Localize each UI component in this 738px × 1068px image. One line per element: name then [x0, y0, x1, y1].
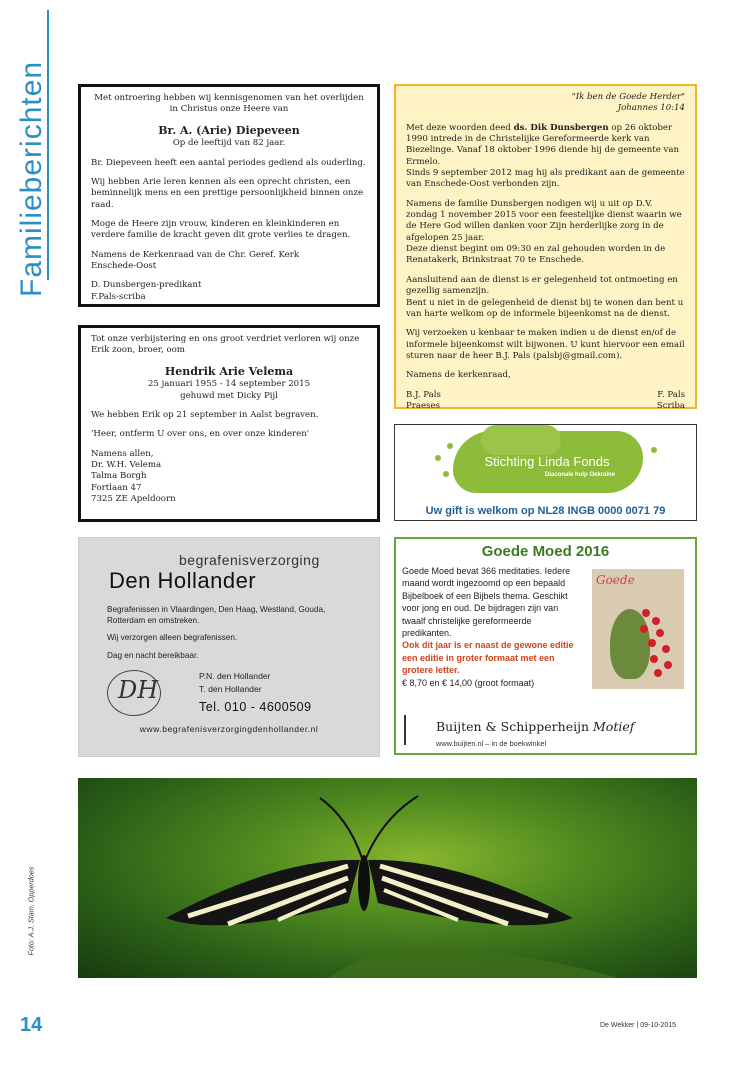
signature-left — [406, 390, 441, 413]
obituary-paragraph: Moge de Heere zijn vrouw, kinderen en kleinkinderen en verdere familie de kracht geven dit grote verlies te dragen. — [91, 218, 351, 241]
obituary-signature: Enschede-Oost — [91, 260, 157, 271]
linda-gift-line: Uw gift is welkom op NL28 INGB 0000 0071 79 — [425, 505, 666, 517]
ad-text: Dag en nacht bereikbaar. — [107, 651, 199, 660]
butterfly-photo — [78, 778, 697, 978]
ad-company-name: Den Hollander — [109, 568, 257, 593]
berry — [642, 609, 650, 617]
quote-reference: Johannes 10:14 — [617, 103, 685, 114]
ad-price: € 8,70 en € 14,00 (groot formaat) — [402, 677, 535, 688]
goede-moed-ad — [394, 537, 697, 755]
obituary-intro: Tot onze verbijstering en ons groot verdriet verloren wij onze Erik zoon, broer, oom — [91, 334, 360, 356]
butterfly-body — [358, 855, 370, 911]
publisher-logo-icon — [404, 715, 430, 745]
section-title-text: Familieberichten — [15, 60, 48, 297]
photo-credit — [24, 866, 36, 956]
logo-dot — [435, 455, 441, 461]
ad-kicker: begrafenisverzorging — [179, 552, 320, 568]
announcement-signatures — [406, 390, 685, 413]
obituary-signature: F.Pals-scriba — [91, 291, 146, 302]
signer-name: B.J. Pals — [406, 389, 441, 400]
obituary-paragraph: Wij hebben Arie leren kennen als een oprecht christen, een beminnelijk mens en een prettige persoonlijkheid binnen onze raad. — [91, 176, 364, 210]
book-cover — [592, 569, 684, 689]
obituary-signature: D. Dunsbergen-predikant — [91, 280, 202, 291]
ad-text: Begrafenissen in Vlaardingen, Den Haag, Westland, Gouda, Rotterdam en omstreken. — [107, 605, 326, 626]
ad-phone: Tel. 010 - 4600509 — [199, 700, 312, 714]
obituary-age: Op de leeftijd van 82 jaar. — [172, 138, 286, 149]
obituary-name: Hendrik Arie Velema — [164, 364, 294, 378]
berry — [648, 639, 656, 647]
berry — [654, 669, 662, 677]
announcement-paragraph: Aansluitend aan de dienst is er gelegenheid tot ontmoeting en gezellig samenzijn. — [406, 274, 678, 297]
linda-fonds-ad — [394, 424, 697, 521]
announcement-paragraph: Namens de kerkenraad, — [406, 370, 511, 381]
obituary-paragraph: Br. Diepeveen heeft een aantal periodes gediend als ouderling. — [91, 157, 366, 168]
obituary-dates: 25 januari 1955 - 14 september 2015 — [147, 379, 311, 390]
ad-body — [402, 565, 582, 689]
ad-title: Goede Moed 2016 — [481, 543, 610, 560]
logo-blob — [481, 425, 561, 455]
text-run: Met deze woorden deed — [406, 122, 514, 133]
ad-contacts — [199, 670, 271, 696]
obituary-intro: Met ontroering hebben wij kennisgenomen van het overlijden in Christus onze Heere van — [94, 93, 364, 115]
cover-title: Goede — [596, 573, 635, 587]
cover-leaf — [610, 609, 650, 679]
obituary-diepeveen — [78, 84, 380, 307]
announcement-paragraph: Namens de familie Dunsbergen nodigen wij u uit op D.V. zondag 1 november 2015 voor een feestelijke dienst waarin we de Here God willen danken voor Zijn herderlijke zorg in de afgelopen 25 jaar. — [406, 198, 682, 243]
antenna — [366, 796, 418, 858]
ad-description: Goede Moed bevat 366 meditaties. Iedere maand wordt ingezoomd op een bepaald Bijbelboek of een Bijbels thema. Geschikt voor jong en oud. De bijdragen zijn van twaalf christelijke gereformeerde predikanten. — [402, 566, 571, 639]
ad-text: Wij verzorgen alleen begrafenissen. — [107, 633, 238, 642]
obituary-signature: Fortlaan 47 — [91, 482, 142, 493]
logo-dot — [443, 471, 449, 477]
publisher-website: www.buijten.nl – in de boekwinkel — [436, 739, 547, 748]
dh-logo — [107, 670, 161, 716]
linda-title: Stichting Linda Fonds — [484, 454, 610, 469]
obituary-signature: Namens allen, — [91, 448, 154, 459]
signature-right — [657, 390, 685, 413]
obituary-signature: Dr. W.H. Velema — [91, 459, 162, 470]
obituary-signature: 7325 ZE Apeldoorn — [91, 493, 176, 504]
berry — [652, 617, 660, 625]
announcement-paragraph: Deze dienst begint om 09:30 en zal gehouden worden in de Renatakerk, Brinkstraat 70 te Enschede. — [406, 244, 666, 266]
ad-highlight: Ook dit jaar is er naast de gewone editie een editie in groter formaat met een grotere letter. — [402, 640, 574, 676]
linda-subtitle: Diaconale hulp Oekraïne — [544, 472, 616, 478]
obituary-signature: Namens de Kerkenraad van de Chr. Geref. Kerk — [91, 249, 300, 260]
announcement-paragraph: Wij verzoeken u kenbaar te maken indien u de dienst en/of de informele bijeenkomst wilt bijwonen. U kunt hiervoor een email sturen naar de heer B.J. Pals (palsbj@gmail.com). — [406, 328, 685, 361]
berry — [662, 645, 670, 653]
jubilee-announcement — [394, 84, 697, 409]
berry — [650, 655, 658, 663]
berry — [656, 629, 664, 637]
publisher-name — [436, 719, 634, 734]
publisher-main: Buijten & Schipperheijn — [436, 719, 590, 734]
announcement-paragraph — [406, 123, 685, 168]
logo-dot — [447, 443, 453, 449]
photo-credit-text: Foto: A.J. Stam, Opperdoes — [26, 866, 36, 956]
contact-name: T. den Hollander — [199, 683, 262, 694]
obituary-name: Br. A. (Arie) Diepeveen — [158, 123, 300, 137]
obituary-married: gehuwd met Dicky Pijl — [180, 390, 278, 401]
berry — [640, 625, 648, 633]
obituary-signature: Talma Borgh — [91, 471, 147, 482]
obituary-velema — [78, 325, 380, 522]
ad-website: www.begrafenisverzorgingdenhollander.nl — [139, 724, 319, 734]
leaf-shape — [328, 946, 618, 978]
logo-dot — [651, 447, 657, 453]
butterfly-illustration — [78, 778, 697, 978]
antenna — [320, 798, 362, 858]
obituary-paragraph: 'Heer, ontferm U over ons, en over onze kinderen' — [91, 429, 310, 440]
issue-info: De Wekker | 09-10-2015 — [600, 1022, 677, 1029]
page-number: 14 — [20, 1014, 43, 1036]
bible-quote — [406, 92, 685, 115]
logo-letters: DH — [118, 676, 159, 704]
minister-name: ds. Dik Dunsbergen — [513, 122, 609, 133]
contact-name: P.N. den Hollander — [199, 671, 271, 681]
signer-role: Praeses — [406, 400, 441, 411]
signer-name: F. Pals — [657, 389, 685, 400]
quote-text: "Ik ben de Goede Herder" — [571, 92, 685, 102]
signer-role: Scriba — [656, 400, 685, 411]
section-title — [12, 60, 52, 297]
publisher-imprint: Motief — [593, 719, 635, 734]
announcement-paragraph: Bent u niet in de gelegenheid de dienst bij te wonen dan bent u van harte welkom op de informele bijeenkomst na de dienst. — [406, 297, 684, 319]
announcement-paragraph: Sinds 9 september 2012 mag hij als predikant aan de gemeente van Enschede-Oost verbonden zijn. — [406, 168, 685, 190]
text-run: op 26 oktober 1990 intrede in de Christelijke Gereformeerde kerk van Biezelinge. Vanaf 18 oktober 1996 diende hij de gemeente van Ermelo. — [406, 122, 680, 167]
obituary-paragraph: We hebben Erik op 21 september in Aalst begraven. — [91, 409, 319, 420]
den-hollander-ad — [78, 537, 380, 757]
berry — [664, 661, 672, 669]
